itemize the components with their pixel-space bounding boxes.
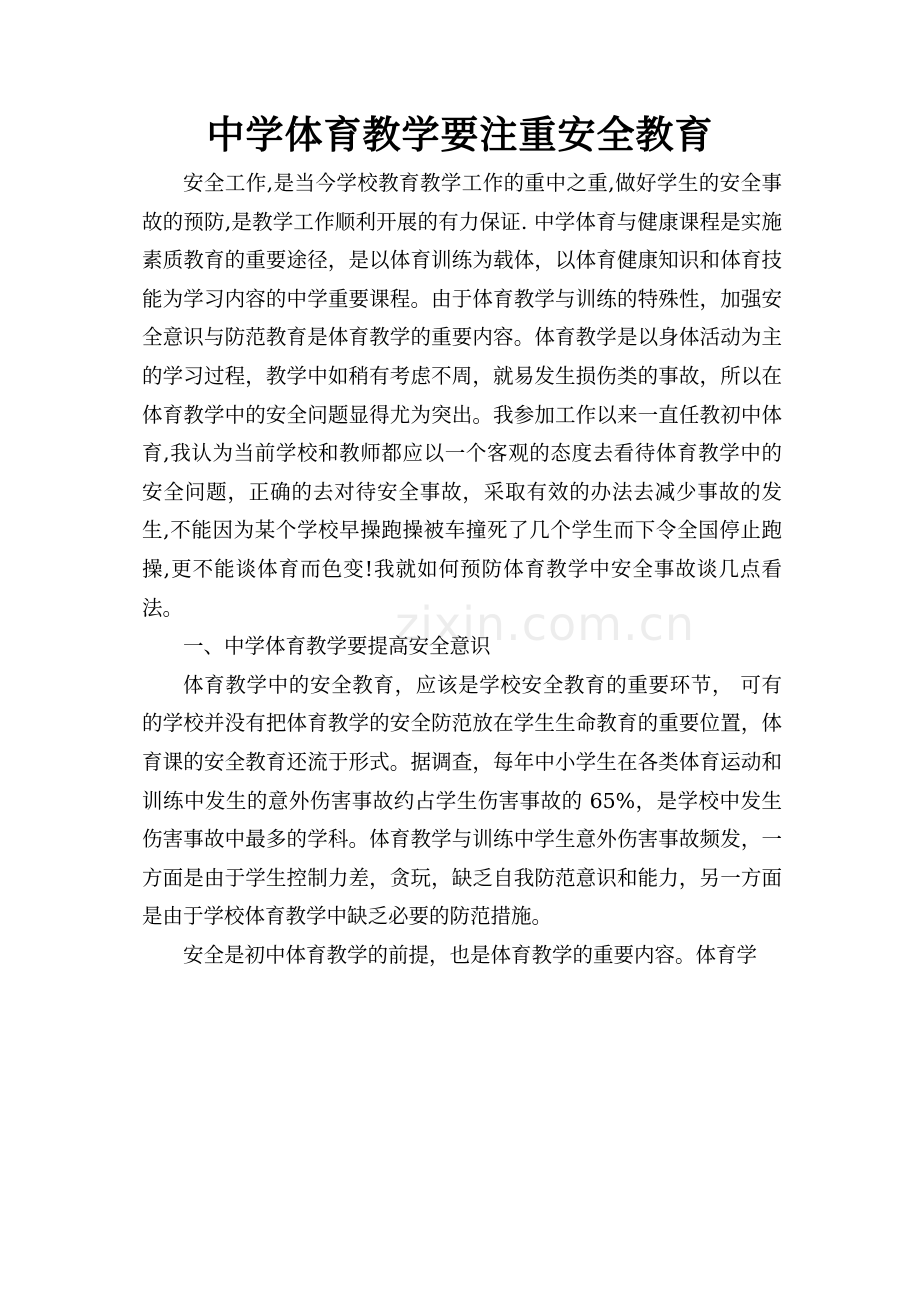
paragraph-intro: 安全工作,是当今学校教育教学工作的重中之重,做好学生的安全事故的预防,是教学工作顺利开展的有力保证. 中学体育与健康课程是实施素质教育的重要途径，是以体育训练为载体，以体育健康知识和体育技能为学习内容的中学重要课程。由于体育教学与训练的特殊性，加强安全意识与防范教育是体育教学的重要内容。体育教学是以身体活动为主的学习过程，教学中如稍有考虑不周，就易发生损伤类的事故，所以在体育教学中的安全问题显得尤为突出。我参加工作以来一直任教初中体育,我认为当前学校和教师都应以一个客观的态度去看待体育教学中的安全问题，正确的去对待安全事故，采取有效的办法去减少事故的发生,不能因为某个学校早操跑操被车撞死了几个学生而下令全国停止跑操,更不能谈体育而色变!我就如何预防体育教学中安全事故谈几点看法。 — [142, 171, 782, 620]
document-title: 中学体育教学要注重安全教育 — [206, 113, 714, 157]
document-body — [142, 164, 782, 974]
paragraph-safety-education: 体育教学中的安全教育，应该是学校安全教育的重要环节， 可有的学校并没有把体育教学的安全防范放在学生生命教育的重要位置，体育课的安全教育还流于形式。据调查，每年中小学生在各类体育运动和训练中发生的意外伤害事故约占学生伤害事故的 65%，是学校中发生伤害事故中最多的学科。体育教学与训练中学生意外伤害事故频发，一方面是由于学生控制力差，贪玩，缺乏自我防范意识和能力，另一方面是由于学校体育教学中缺乏必要的防范措施。 — [142, 672, 782, 929]
paragraph-safety-premise: 安全是初中体育教学的前提，也是体育教学的重要内容。体育学 — [183, 942, 757, 967]
watermark-text: zixin.com.cn — [395, 597, 696, 651]
section-heading-1: 一、中学体育教学要提高安全意识 — [183, 634, 491, 659]
